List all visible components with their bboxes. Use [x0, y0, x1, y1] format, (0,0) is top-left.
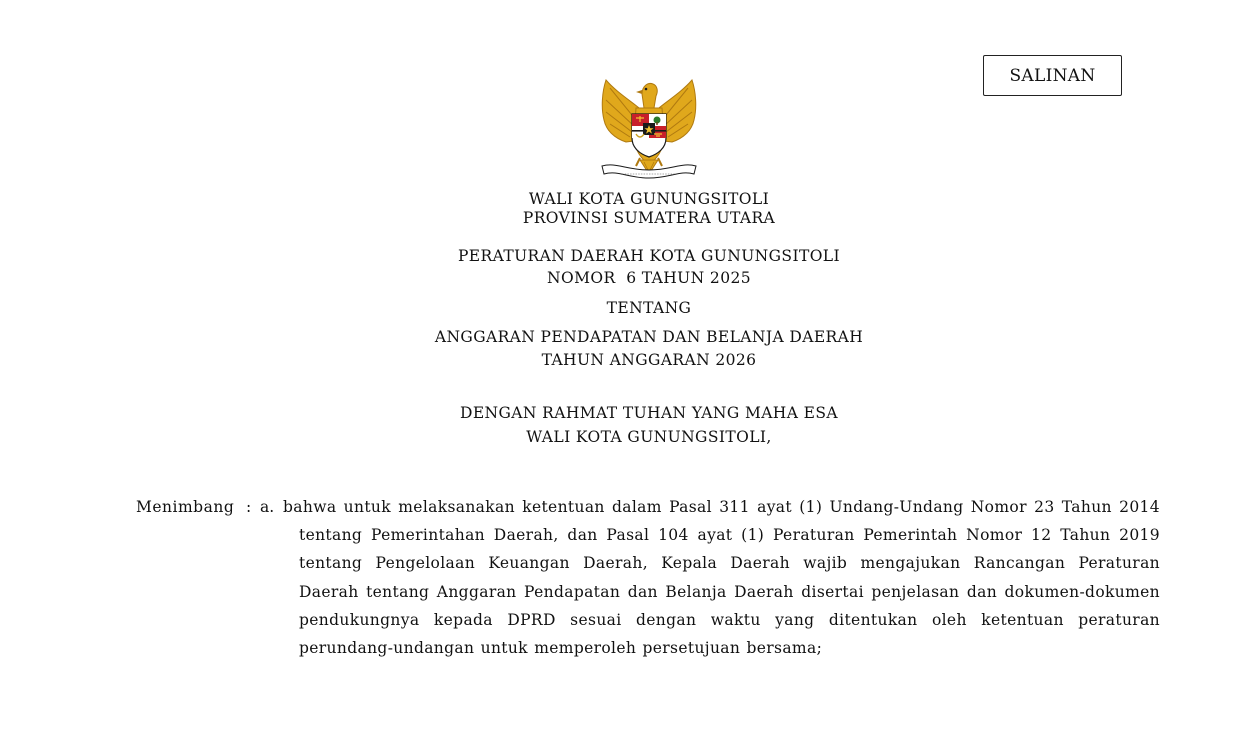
regulation-subject-line-2: TAHUN ANGGARAN 2026 [541, 351, 757, 369]
garuda-emblem-icon [596, 74, 702, 184]
salinan-label: SALINAN [1009, 65, 1096, 86]
header-line-2: PROVINSI SUMATERA UTARA [522, 209, 776, 227]
regulation-title: PERATURAN DAERAH KOTA GUNUNGSITOLI [457, 247, 841, 265]
considering-item-text: bahwa untuk melaksanakan ketentuan dalam Pasal 311 ayat (1) Undang-Undang Nomor 23 Tahun 2014 tentang Pemerintahan Daerah, dan Pasal 104 ayat (1) Peraturan Pemerintah Nomor 12 Tahun 2019 tentang Pengelolaan Keuangan Daerah, Kepala Daerah wajib mengajukan Rancangan Peraturan Daerah tentang Anggaran Pendapatan dan Belanja Daerah disertai penjelasan dan dokumen-dokumen pendukungnya kepada DPRD sesuai dengan waktu yang ditentukan oleh ketentuan peraturan perundang-undangan untuk memperoleh persetujuan bersama; [283, 498, 1160, 658]
regulation-number: NOMOR 6 TAHUN 2025 [547, 269, 751, 287]
regulation-about: TENTANG [606, 299, 692, 317]
header-line-1: WALI KOTA GUNUNGSITOLI [528, 190, 770, 208]
regulation-subject-line-1: ANGGARAN PENDAPATAN DAN BELANJA DAERAH [434, 328, 864, 346]
considering-colon: : [246, 498, 252, 516]
preamble-line-1: DENGAN RAHMAT TUHAN YANG MAHA ESA [460, 404, 838, 422]
salinan-stamp [983, 55, 1122, 96]
considering-label: Menimbang [136, 498, 235, 516]
preamble-line-2: WALI KOTA GUNUNGSITOLI, [526, 428, 772, 446]
considering-item-letter: a. [260, 498, 275, 516]
